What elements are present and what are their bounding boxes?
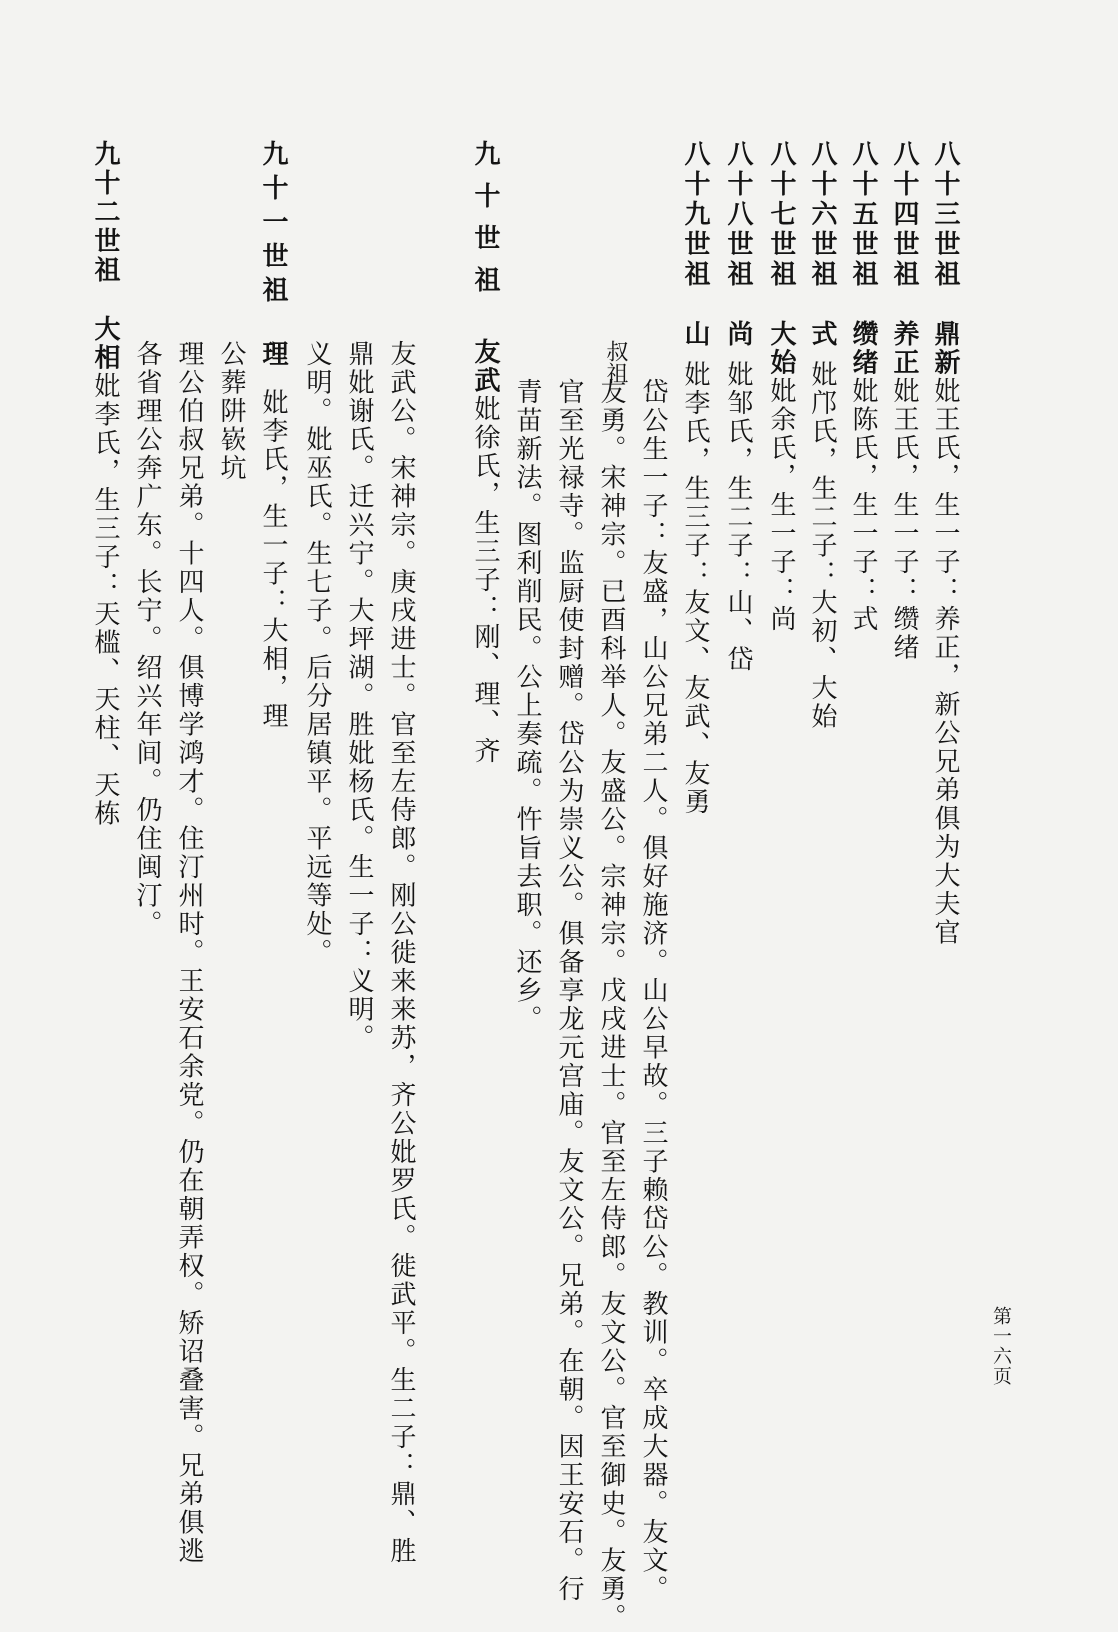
uncle-ancestor-note: 叔祖	[603, 340, 628, 384]
column-90th-ancestor	[472, 140, 498, 766]
ancestor-name: 式	[807, 320, 837, 349]
column-87th-ancestor	[768, 140, 794, 634]
entry-text: 官至光禄寺。监厨使封赠。岱公为崇义公。俱备享龙元宫庙。友文公。兄弟。在朝。因王安石。行	[554, 378, 584, 1604]
generation-label: 八十三世祖	[930, 140, 960, 290]
ancestor-name: 缵绪	[848, 320, 878, 377]
entry-text: 妣李氏，生三子：友文、友武、友勇	[680, 360, 710, 817]
ancestor-name: 鼎新	[930, 320, 960, 377]
entry-text: 妣陈氏，生一子：式	[848, 377, 878, 634]
entry-text: 青苗新法。图利削民。公上奏疏。忤旨去职。还乡。	[512, 378, 542, 1034]
generation-label: 八十七世祖	[766, 140, 796, 290]
entry-text: 理公伯叔兄弟。十四人。俱博学鸿才。住汀州时。王安石余党。仍在朝弄权。矫诏叠害。兄弟俱逃	[174, 340, 204, 1566]
generation-label: 九十一世祖	[258, 140, 288, 310]
column-narrative-6	[346, 340, 372, 1053]
entry-text: 妣余氏，生一子：尚	[766, 377, 796, 634]
column-83rd-ancestor	[932, 140, 958, 947]
entry-text: 各省理公奔广东。长宁。绍兴年间。仍住闽汀。	[132, 340, 162, 939]
column-narrative-1	[640, 378, 666, 1604]
column-88th-ancestor	[725, 140, 751, 674]
column-narrative-4	[514, 378, 540, 1034]
entry-text: 妣李氏，生三子：天槛、天柱、天栋	[90, 372, 120, 828]
generation-label: 九十二世祖	[90, 140, 120, 285]
ancestor-name: 山	[680, 320, 710, 349]
generation-label: 八十八世祖	[723, 140, 753, 290]
page-number: 第一六页	[990, 1306, 1012, 1386]
column-85th-ancestor	[850, 140, 876, 634]
column-narrative-2	[598, 378, 624, 1632]
generation-label: 八十九世祖	[680, 140, 710, 290]
column-91st-ancestor	[260, 140, 286, 731]
entry-text: 妣王氏，生一子：养正，新公兄弟俱为大夫官	[930, 377, 960, 947]
column-narrative-9	[134, 340, 160, 939]
ancestor-name: 理	[258, 340, 288, 369]
entry-text: 友勇。宋神宗。已酉科举人。友盛公。宗神宗。戊戌进士。官至左侍郎。友文公。官至御史。友勇。	[596, 378, 626, 1632]
column-narrative-7	[304, 340, 330, 967]
ancestor-name: 尚	[723, 320, 753, 349]
column-narrative-5	[388, 340, 414, 1566]
column-burial-note	[218, 340, 244, 483]
ancestor-name: 养正	[889, 320, 919, 377]
entry-text: 鼎妣谢氏。迁兴宁。大坪湖。胜妣杨氏。生一子：义明。	[344, 340, 374, 1053]
entry-text: 友武公。宋神宗。庚戌进士。官至左侍郎。刚公徙来来苏，齐公妣罗氏。徙武平。生二子：鼎、胜	[386, 340, 416, 1566]
entry-text: 妣李氏，生一子：大相，理	[258, 388, 288, 731]
column-narrative-3	[556, 378, 582, 1604]
generation-label: 八十四世祖	[889, 140, 919, 290]
entry-text: 义明。妣巫氏。生七子。后分居镇平。平远等处。	[302, 340, 332, 967]
column-84th-ancestor	[891, 140, 917, 662]
entry-text: 公葬阱嵚坑	[216, 340, 246, 483]
entry-text: 妣徐氏，生三子：刚、理、齐	[470, 395, 500, 766]
generation-label: 九十世祖	[470, 140, 500, 308]
entry-text: 妣王氏，生一子：缵绪	[889, 377, 919, 662]
generation-label: 八十六世祖	[807, 140, 837, 290]
entry-text: 岱公生一子：友盛，山公兄弟二人。俱好施济。山公早故。三子赖岱公。教训。卒成大器。友文。	[638, 378, 668, 1604]
entry-text: 妣邝氏，生二子：大初、大始	[807, 360, 837, 731]
entry-text: 妣邹氏，生二子：山、岱	[723, 360, 753, 674]
column-narrative-8	[176, 340, 202, 1566]
generation-label: 八十五世祖	[848, 140, 878, 290]
column-89th-ancestor	[682, 140, 708, 817]
ancestor-name: 大始	[766, 320, 796, 377]
column-86th-ancestor	[809, 140, 835, 731]
ancestor-name: 大相	[90, 315, 120, 372]
column-92nd-ancestor	[92, 140, 118, 828]
ancestor-name: 友武	[470, 338, 500, 395]
